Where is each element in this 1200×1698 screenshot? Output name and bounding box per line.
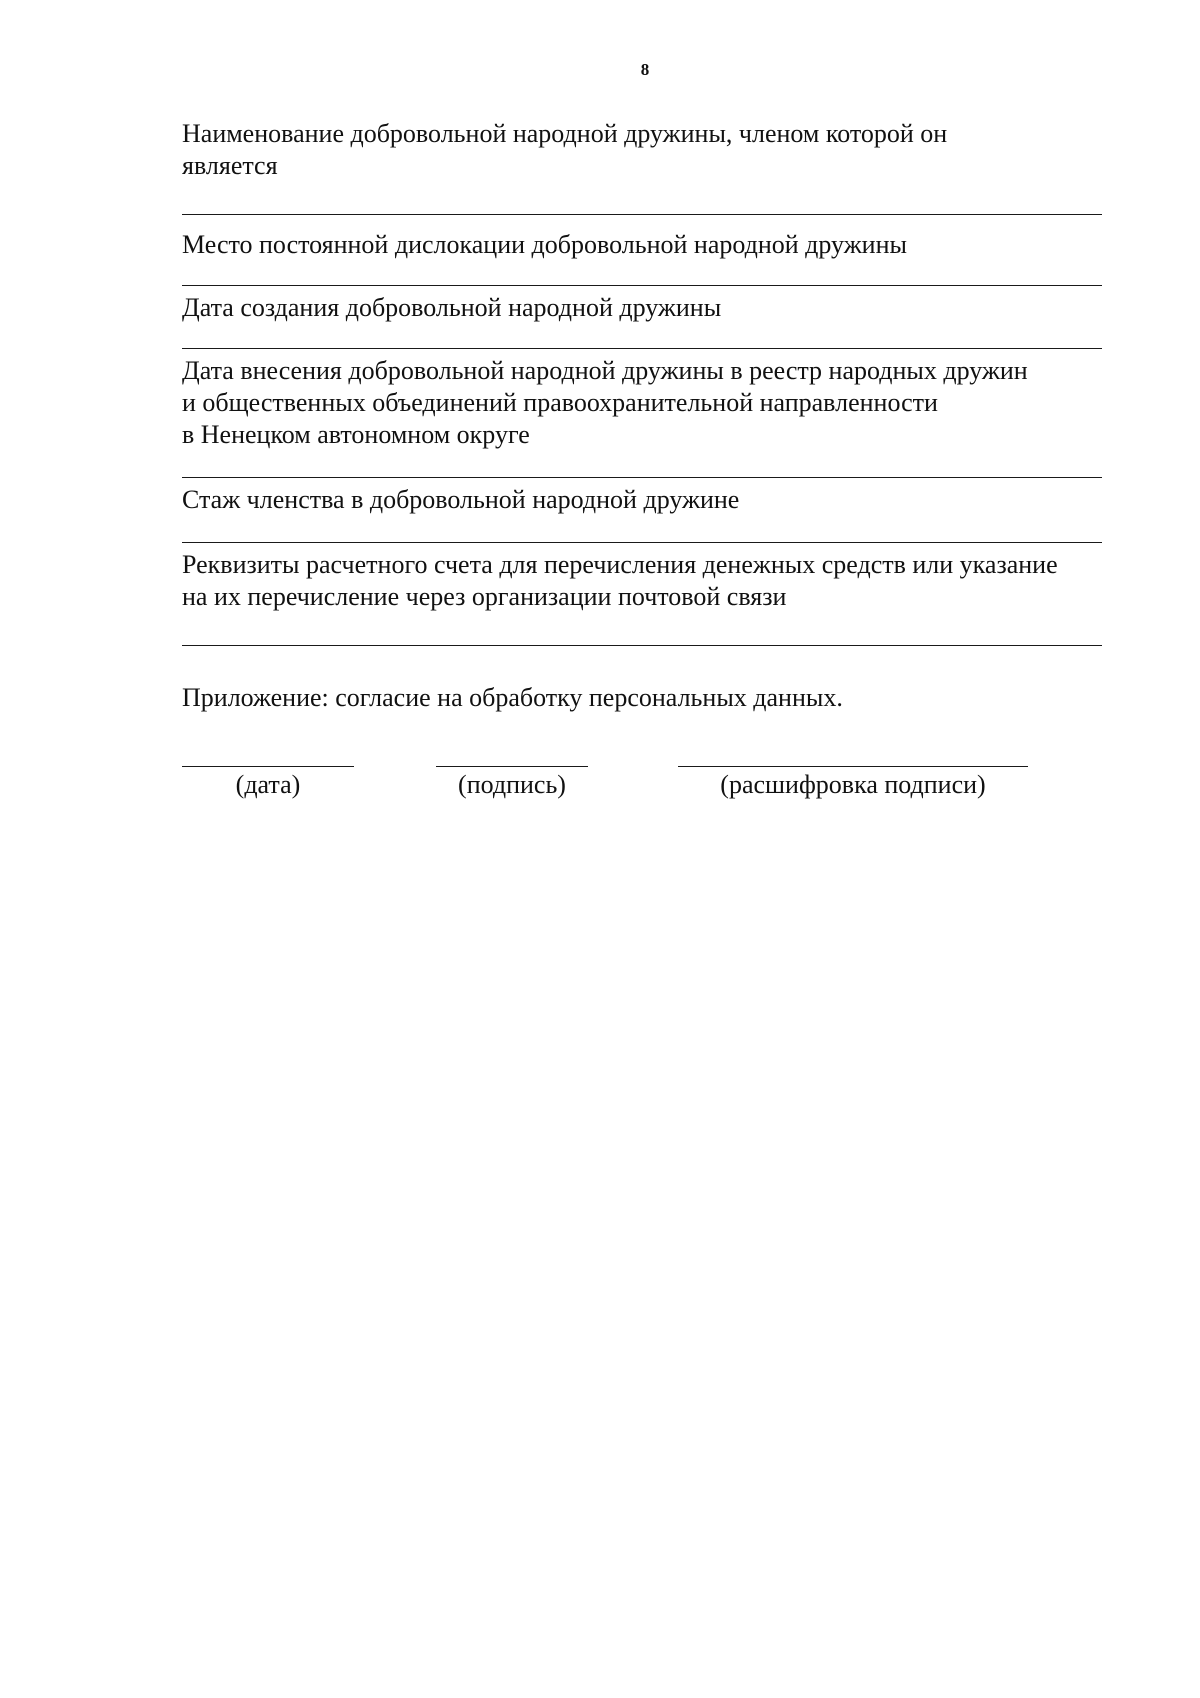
blank-line[interactable] (182, 348, 1102, 349)
form-content (182, 118, 1122, 836)
blank-line[interactable] (182, 477, 1102, 478)
blank-line[interactable] (182, 645, 1102, 646)
field-dislocation (182, 229, 1122, 286)
decoding-line[interactable] (678, 766, 1028, 767)
date-caption: (дата) (235, 770, 301, 799)
field-creation-date (182, 292, 1122, 349)
page-number: 8 (640, 60, 650, 79)
blank-line[interactable] (182, 214, 1102, 215)
blank-line[interactable] (182, 542, 1102, 543)
decoding-column (678, 766, 1028, 801)
signature-line[interactable] (436, 766, 588, 767)
date-column (182, 766, 354, 801)
field-bank-details (182, 549, 1122, 646)
signature-caption: (подпись) (458, 770, 566, 799)
date-line[interactable] (182, 766, 354, 767)
field-label: Реквизиты расчетного счета для перечисления денежных средств или указание на их перечисление через организации почтовой связи (182, 550, 1058, 611)
field-label: Наименование добровольной народной дружины, членом которой он является (182, 119, 948, 180)
field-membership-term (182, 484, 1122, 543)
signature-column (436, 766, 588, 801)
attachment-note: Приложение: согласие на обработку персональных данных. (182, 683, 843, 712)
field-label: Стаж членства в добровольной народной дружине (182, 485, 740, 514)
field-registry-date (182, 355, 1122, 478)
blank-line[interactable] (182, 285, 1102, 286)
field-label: Дата внесения добровольной народной дружины в реестр народных дружин и общественных объединений правоохранительной направленности в Ненецком автономном округе (182, 356, 1028, 449)
signature-block (182, 766, 1122, 836)
field-label: Место постоянной дислокации добровольной народной дружины (182, 230, 907, 259)
decoding-caption: (расшифровка подписи) (720, 770, 986, 799)
field-druzhina-name (182, 118, 1122, 215)
field-label: Дата создания добровольной народной дружины (182, 293, 722, 322)
